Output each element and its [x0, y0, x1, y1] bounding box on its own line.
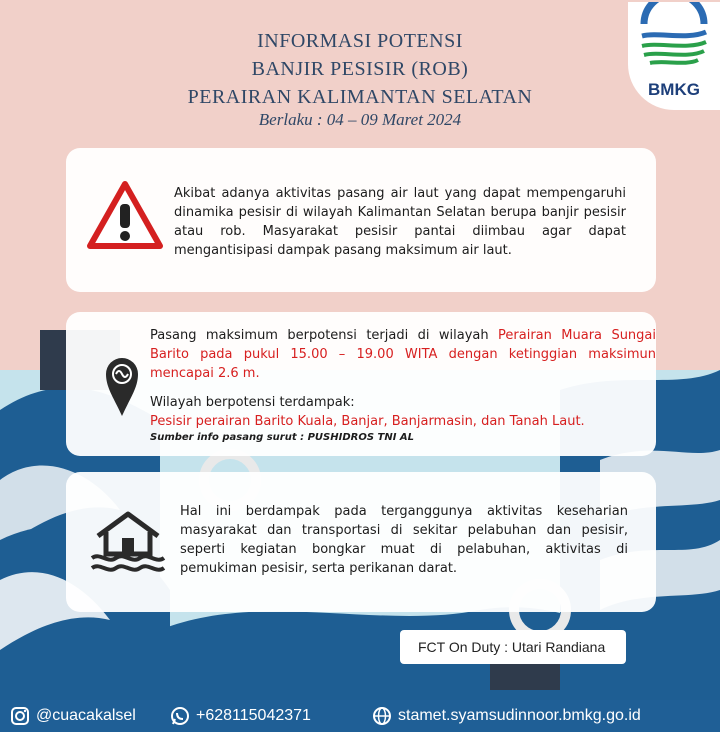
title-line-3: PERAIRAN KALIMANTAN SELATAN: [187, 86, 533, 108]
tide-highlight: Perairan Muara Sungai Barito pada pukul 15.00 – 19.00 WITA dengan ketinggian maksimun mencapai 2.6 m.: [150, 328, 656, 381]
footer-instagram[interactable]: [10, 706, 136, 726]
phone-number: +628115042371: [196, 707, 311, 724]
impact-card: [66, 472, 656, 612]
tide-info-text: [150, 326, 656, 445]
footer-website[interactable]: [372, 706, 641, 726]
flooded-house-icon: [88, 510, 168, 574]
source-note: Sumber info pasang surut : PUSHIDROS TNI AL: [150, 432, 415, 443]
impact-text: Hal ini berdampak pada terganggunya aktivitas keseharian masyarakat dan transportasi di sekitar pelabuhan dan pesisir, seperti kegiatan bongkar muat di pelabuhan, aktivitas di pemukiman pesisir, serta perikanan darat.: [180, 504, 628, 576]
warning-card: [66, 148, 656, 292]
title-line-2: BANJIR PESISIR (ROB): [251, 58, 469, 80]
instagram-icon: [10, 706, 30, 726]
affected-areas: Pesisir perairan Barito Kuala, Banjar, Banjarmasin, dan Tanah Laut.: [150, 414, 585, 429]
tide-info-card: [66, 312, 656, 456]
whatsapp-icon: [170, 706, 190, 726]
globe-icon: [372, 706, 392, 726]
validity-period: Berlaku : 04 – 09 Maret 2024: [258, 110, 462, 129]
tide-intro: Pasang maksimum berpotensi terjadi di wilayah: [150, 328, 499, 343]
fct-on-duty: FCT On Duty : Utari Randiana: [400, 630, 626, 664]
warning-icon: [86, 180, 164, 250]
title-line-1: INFORMASI POTENSI: [257, 30, 463, 52]
location-pin-icon: [104, 354, 140, 418]
logo-text: BMKG: [648, 80, 700, 99]
footer-bar: [0, 700, 720, 732]
warning-text: Akibat adanya aktivitas pasang air laut yang dapat mempengaruhi dinamika pesisir di wilayah Kalimantan Selatan berupa banjir pesisir atau rob. Masyarakat pesisir pantai diimbau agar dapat mengantisipasi dampak pasang maksimum air laut.: [174, 186, 626, 258]
website-url: stamet.syamsudinnoor.bmkg.go.id: [398, 707, 641, 724]
bmkg-logo-icon: [628, 2, 720, 82]
instagram-handle: @cuacakalsel: [36, 707, 136, 724]
affected-label: Wilayah berpotensi terdampak:: [150, 395, 355, 410]
footer-phone[interactable]: [170, 706, 311, 726]
